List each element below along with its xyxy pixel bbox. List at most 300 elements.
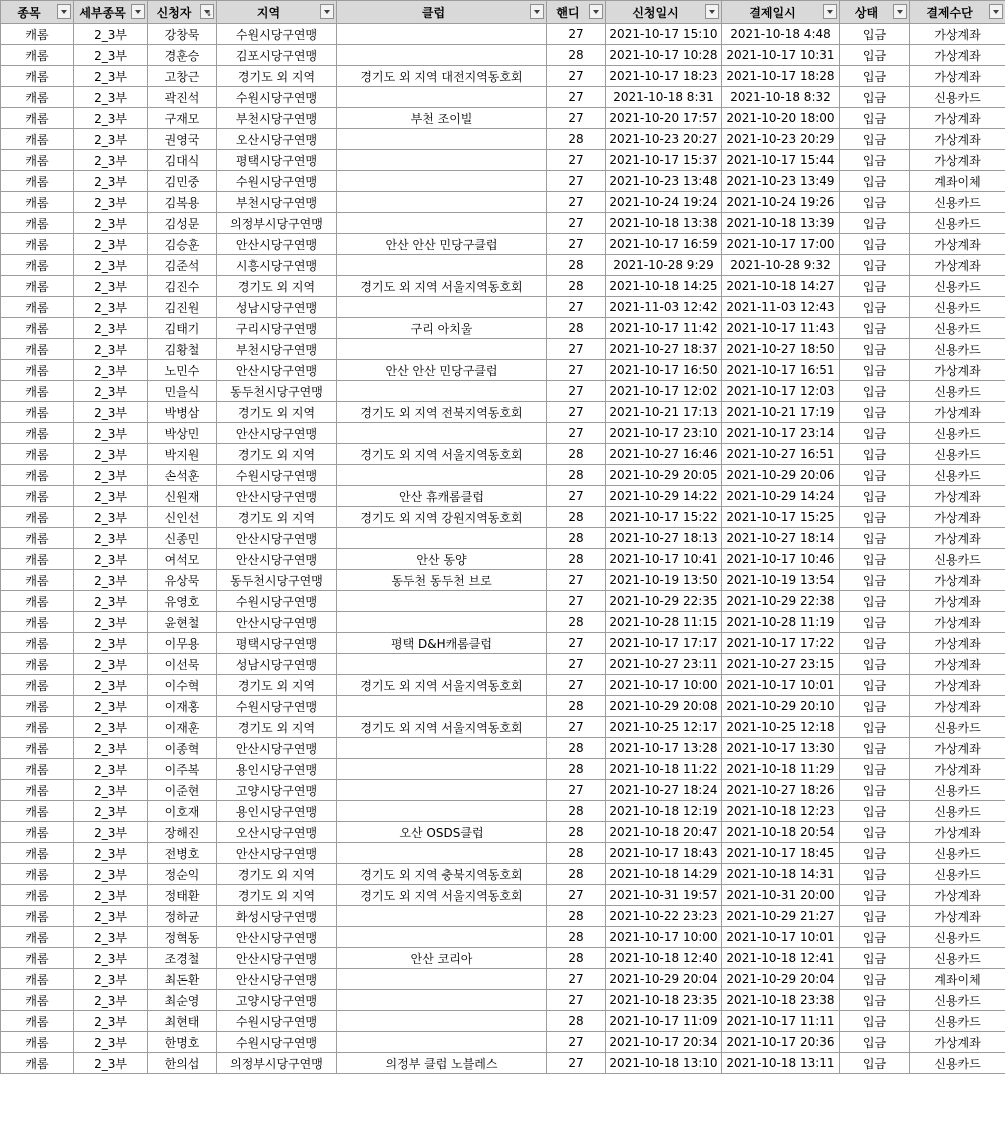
col-region-cell[interactable]: 안산시당구연맹 [217,486,337,507]
col-handicap-cell[interactable]: 27 [547,213,606,234]
col-handicap-cell[interactable]: 28 [547,45,606,66]
col-pay-time-cell[interactable]: 2021-10-27 18:50 [722,339,840,360]
col-sub-event-cell[interactable]: 2_3부 [74,885,148,906]
col-pay-time-cell[interactable]: 2021-10-17 13:30 [722,738,840,759]
col-applicant-cell[interactable]: 박병삼 [148,402,217,423]
col-club-cell[interactable]: 동두천 동두천 브로 [337,570,547,591]
col-sport-cell[interactable]: 캐롬 [1,675,74,696]
col-sub-event-cell[interactable]: 2_3부 [74,339,148,360]
col-applicant-cell[interactable]: 이호재 [148,801,217,822]
col-region-cell[interactable]: 안산시당구연맹 [217,738,337,759]
col-pay-method-cell[interactable]: 가상계좌 [910,486,1005,507]
col-region-cell[interactable]: 수원시당구연맹 [217,24,337,45]
col-club-cell[interactable] [337,696,547,717]
col-status-cell[interactable]: 입금 [840,234,910,255]
col-pay-method-cell[interactable]: 가상계좌 [910,255,1005,276]
col-handicap-cell[interactable]: 27 [547,633,606,654]
col-applicant-cell[interactable]: 권영국 [148,129,217,150]
col-sport-cell[interactable]: 캐롬 [1,822,74,843]
col-pay-method-cell[interactable]: 가상계좌 [910,633,1005,654]
col-pay-time-cell[interactable]: 2021-10-29 22:38 [722,591,840,612]
col-sub-event-cell[interactable]: 2_3부 [74,234,148,255]
col-club-cell[interactable]: 안산 코리아 [337,948,547,969]
col-applicant-cell[interactable]: 민을식 [148,381,217,402]
col-sub-event-cell[interactable]: 2_3부 [74,990,148,1011]
col-sport-cell[interactable]: 캐롬 [1,927,74,948]
filter-dropdown-icon[interactable] [705,4,719,19]
col-applicant-header[interactable] [148,1,217,24]
col-status-cell[interactable]: 입금 [840,213,910,234]
col-apply-time-cell[interactable]: 2021-10-18 11:22 [606,759,722,780]
col-pay-method-cell[interactable]: 신용카드 [910,276,1005,297]
col-club-cell[interactable] [337,465,547,486]
col-handicap-cell[interactable]: 28 [547,906,606,927]
col-apply-time-cell[interactable]: 2021-10-17 16:50 [606,360,722,381]
col-sport-cell[interactable]: 캐롬 [1,780,74,801]
col-region-cell[interactable]: 안산시당구연맹 [217,927,337,948]
col-status-cell[interactable]: 입금 [840,255,910,276]
col-applicant-cell[interactable]: 김진수 [148,276,217,297]
col-club-cell[interactable] [337,843,547,864]
col-sport-cell[interactable]: 캐롬 [1,339,74,360]
col-region-cell[interactable]: 수원시당구연맹 [217,171,337,192]
col-region-cell[interactable]: 경기도 외 지역 [217,717,337,738]
col-apply-time-cell[interactable]: 2021-10-23 20:27 [606,129,722,150]
col-sub-event-cell[interactable]: 2_3부 [74,45,148,66]
col-pay-method-cell[interactable]: 가상계좌 [910,906,1005,927]
col-pay-time-cell[interactable]: 2021-10-18 13:39 [722,213,840,234]
col-region-cell[interactable]: 의정부시당구연맹 [217,213,337,234]
col-applicant-cell[interactable]: 유영호 [148,591,217,612]
col-region-cell[interactable]: 수원시당구연맹 [217,87,337,108]
col-club-cell[interactable] [337,1011,547,1032]
col-apply-time-cell[interactable]: 2021-10-17 15:22 [606,507,722,528]
col-pay-method-cell[interactable]: 신용카드 [910,213,1005,234]
col-applicant-cell[interactable]: 곽진석 [148,87,217,108]
col-pay-time-cell[interactable]: 2021-10-25 12:18 [722,717,840,738]
col-applicant-cell[interactable]: 박지원 [148,444,217,465]
col-apply-time-cell[interactable]: 2021-10-17 10:28 [606,45,722,66]
col-status-cell[interactable]: 입금 [840,528,910,549]
col-apply-time-cell[interactable]: 2021-10-17 10:41 [606,549,722,570]
col-pay-time-cell[interactable]: 2021-10-27 18:26 [722,780,840,801]
col-status-cell[interactable]: 입금 [840,717,910,738]
col-apply-time-cell[interactable]: 2021-10-31 19:57 [606,885,722,906]
col-pay-method-cell[interactable]: 가상계좌 [910,402,1005,423]
col-region-cell[interactable]: 부천시당구연맹 [217,339,337,360]
col-sport-cell[interactable]: 캐롬 [1,885,74,906]
col-pay-method-cell[interactable]: 계좌이체 [910,969,1005,990]
col-sub-event-cell[interactable]: 2_3부 [74,570,148,591]
col-club-cell[interactable] [337,255,547,276]
col-status-cell[interactable]: 입금 [840,591,910,612]
col-apply-time-cell[interactable]: 2021-10-21 17:13 [606,402,722,423]
col-pay-method-cell[interactable]: 신용카드 [910,864,1005,885]
col-region-cell[interactable]: 경기도 외 지역 [217,276,337,297]
col-handicap-cell[interactable]: 27 [547,654,606,675]
col-handicap-cell[interactable]: 28 [547,1011,606,1032]
col-club-cell[interactable] [337,759,547,780]
col-region-cell[interactable]: 수원시당구연맹 [217,1011,337,1032]
col-apply-time-cell[interactable]: 2021-10-28 11:15 [606,612,722,633]
col-status-cell[interactable]: 입금 [840,465,910,486]
col-applicant-cell[interactable]: 여석모 [148,549,217,570]
col-pay-time-cell[interactable]: 2021-10-31 20:00 [722,885,840,906]
col-apply-time-cell[interactable]: 2021-10-24 19:24 [606,192,722,213]
col-handicap-cell[interactable]: 27 [547,24,606,45]
col-apply-time-cell[interactable]: 2021-10-18 14:25 [606,276,722,297]
col-pay-time-cell[interactable]: 2021-10-29 14:24 [722,486,840,507]
col-apply-time-cell[interactable]: 2021-10-22 23:23 [606,906,722,927]
col-handicap-cell[interactable]: 28 [547,444,606,465]
col-handicap-cell[interactable]: 27 [547,675,606,696]
col-sport-cell[interactable]: 캐롬 [1,402,74,423]
col-handicap-cell[interactable]: 27 [547,339,606,360]
col-apply-time-cell[interactable]: 2021-10-29 14:22 [606,486,722,507]
col-sport-cell[interactable]: 캐롬 [1,948,74,969]
col-pay-method-cell[interactable]: 신용카드 [910,423,1005,444]
col-sub-event-cell[interactable]: 2_3부 [74,465,148,486]
col-apply-time-cell[interactable]: 2021-10-17 23:10 [606,423,722,444]
col-applicant-cell[interactable]: 신종민 [148,528,217,549]
col-sport-cell[interactable]: 캐롬 [1,150,74,171]
col-status-cell[interactable]: 입금 [840,822,910,843]
col-sub-event-cell[interactable]: 2_3부 [74,381,148,402]
col-sport-cell[interactable]: 캐롬 [1,843,74,864]
col-pay-time-cell[interactable]: 2021-10-18 12:41 [722,948,840,969]
col-pay-time-cell[interactable]: 2021-10-27 16:51 [722,444,840,465]
col-pay-time-cell[interactable]: 2021-10-17 17:22 [722,633,840,654]
col-status-cell[interactable]: 입금 [840,759,910,780]
col-apply-time-cell[interactable]: 2021-10-18 13:38 [606,213,722,234]
col-pay-method-cell[interactable]: 가상계좌 [910,528,1005,549]
col-pay-time-cell[interactable]: 2021-10-17 15:44 [722,150,840,171]
col-pay-method-cell[interactable]: 가상계좌 [910,150,1005,171]
col-club-cell[interactable]: 경기도 외 지역 충북지역동호회 [337,864,547,885]
col-status-cell[interactable]: 입금 [840,654,910,675]
col-handicap-cell[interactable]: 27 [547,990,606,1011]
col-handicap-cell[interactable]: 27 [547,381,606,402]
col-apply-time-cell[interactable]: 2021-10-17 16:59 [606,234,722,255]
col-pay-method-cell[interactable]: 가상계좌 [910,1032,1005,1053]
col-region-cell[interactable]: 경기도 외 지역 [217,864,337,885]
col-club-cell[interactable] [337,192,547,213]
col-status-cell[interactable]: 입금 [840,402,910,423]
col-pay-time-cell[interactable]: 2021-10-20 18:00 [722,108,840,129]
col-status-cell[interactable]: 입금 [840,87,910,108]
col-region-cell[interactable]: 경기도 외 지역 [217,885,337,906]
col-handicap-cell[interactable]: 28 [547,465,606,486]
col-status-cell[interactable]: 입금 [840,1053,910,1074]
col-sport-cell[interactable]: 캐롬 [1,801,74,822]
col-pay-method-cell[interactable]: 신용카드 [910,948,1005,969]
filter-dropdown-icon[interactable] [530,4,544,19]
col-pay-time-cell[interactable]: 2021-10-18 14:27 [722,276,840,297]
col-apply-time-cell[interactable]: 2021-10-17 11:09 [606,1011,722,1032]
col-pay-time-cell[interactable]: 2021-10-18 14:31 [722,864,840,885]
col-sub-event-cell[interactable]: 2_3부 [74,906,148,927]
col-apply-time-cell[interactable]: 2021-11-03 12:42 [606,297,722,318]
col-club-cell[interactable]: 경기도 외 지역 서울지역동호회 [337,885,547,906]
col-pay-time-cell[interactable]: 2021-10-29 20:06 [722,465,840,486]
col-pay-time-cell[interactable]: 2021-10-18 23:38 [722,990,840,1011]
col-sport-cell[interactable]: 캐롬 [1,1011,74,1032]
col-sport-cell[interactable]: 캐롬 [1,570,74,591]
col-sub-event-cell[interactable]: 2_3부 [74,654,148,675]
col-pay-method-cell[interactable]: 가상계좌 [910,108,1005,129]
col-club-cell[interactable] [337,927,547,948]
col-handicap-cell[interactable]: 27 [547,297,606,318]
col-pay-method-cell[interactable]: 신용카드 [910,801,1005,822]
col-sub-event-cell[interactable]: 2_3부 [74,171,148,192]
col-apply-time-cell[interactable]: 2021-10-18 23:35 [606,990,722,1011]
col-apply-time-cell[interactable]: 2021-10-18 20:47 [606,822,722,843]
col-apply-time-cell[interactable]: 2021-10-18 8:31 [606,87,722,108]
col-pay-method-cell[interactable]: 신용카드 [910,465,1005,486]
col-sport-cell[interactable]: 캐롬 [1,612,74,633]
col-region-cell[interactable]: 의정부시당구연맹 [217,1053,337,1074]
col-status-cell[interactable]: 입금 [840,150,910,171]
col-pay-time-cell[interactable]: 2021-10-17 10:31 [722,45,840,66]
col-handicap-cell[interactable]: 28 [547,759,606,780]
col-pay-time-cell[interactable]: 2021-10-29 21:27 [722,906,840,927]
col-pay-method-cell[interactable]: 신용카드 [910,549,1005,570]
col-handicap-cell[interactable]: 28 [547,129,606,150]
col-status-cell[interactable]: 입금 [840,927,910,948]
col-sub-event-cell[interactable]: 2_3부 [74,192,148,213]
col-region-cell[interactable]: 안산시당구연맹 [217,360,337,381]
col-sport-cell[interactable]: 캐롬 [1,171,74,192]
col-handicap-cell[interactable]: 28 [547,822,606,843]
col-apply-time-cell[interactable]: 2021-10-27 18:24 [606,780,722,801]
col-sport-cell[interactable]: 캐롬 [1,234,74,255]
col-applicant-cell[interactable]: 구재모 [148,108,217,129]
col-apply-time-cell[interactable]: 2021-10-17 15:37 [606,150,722,171]
col-sub-event-cell[interactable]: 2_3부 [74,486,148,507]
col-pay-method-cell[interactable]: 가상계좌 [910,885,1005,906]
col-status-header[interactable] [840,1,910,24]
col-apply-time-cell[interactable]: 2021-10-29 20:08 [606,696,722,717]
col-region-cell[interactable]: 평택시당구연맹 [217,150,337,171]
col-pay-time-cell[interactable]: 2021-10-23 13:49 [722,171,840,192]
col-handicap-cell[interactable]: 28 [547,549,606,570]
col-status-cell[interactable]: 입금 [840,192,910,213]
col-region-cell[interactable]: 안산시당구연맹 [217,843,337,864]
col-pay-time-cell[interactable]: 2021-10-29 20:10 [722,696,840,717]
col-club-cell[interactable] [337,171,547,192]
col-sub-event-cell[interactable]: 2_3부 [74,423,148,444]
col-pay-time-cell[interactable]: 2021-10-17 20:36 [722,1032,840,1053]
col-region-cell[interactable]: 경기도 외 지역 [217,507,337,528]
col-pay-time-cell[interactable]: 2021-10-27 18:14 [722,528,840,549]
col-region-cell[interactable]: 안산시당구연맹 [217,948,337,969]
col-handicap-cell[interactable]: 27 [547,150,606,171]
col-sub-event-cell[interactable]: 2_3부 [74,591,148,612]
col-status-cell[interactable]: 입금 [840,24,910,45]
col-status-cell[interactable]: 입금 [840,171,910,192]
col-club-cell[interactable]: 경기도 외 지역 서울지역동호회 [337,717,547,738]
col-pay-time-cell[interactable]: 2021-10-17 12:03 [722,381,840,402]
filter-dropdown-icon[interactable] [57,4,71,19]
col-apply-time-cell[interactable]: 2021-10-27 18:13 [606,528,722,549]
col-applicant-cell[interactable]: 고창근 [148,66,217,87]
col-pay-time-cell[interactable]: 2021-10-27 23:15 [722,654,840,675]
filter-dropdown-icon[interactable] [320,4,334,19]
col-applicant-cell[interactable]: 강창묵 [148,24,217,45]
col-region-cell[interactable]: 안산시당구연맹 [217,423,337,444]
col-sub-event-cell[interactable]: 2_3부 [74,948,148,969]
col-status-cell[interactable]: 입금 [840,486,910,507]
col-apply-time-cell[interactable]: 2021-10-17 15:10 [606,24,722,45]
col-pay-method-header[interactable] [910,1,1005,24]
col-applicant-cell[interactable]: 김진원 [148,297,217,318]
col-club-cell[interactable] [337,990,547,1011]
col-sport-cell[interactable]: 캐롬 [1,654,74,675]
col-pay-method-cell[interactable]: 신용카드 [910,87,1005,108]
col-sub-event-cell[interactable]: 2_3부 [74,150,148,171]
col-pay-method-cell[interactable]: 가상계좌 [910,675,1005,696]
col-sub-event-cell[interactable]: 2_3부 [74,633,148,654]
col-pay-time-cell[interactable]: 2021-10-28 11:19 [722,612,840,633]
col-sport-cell[interactable]: 캐롬 [1,24,74,45]
col-handicap-cell[interactable]: 28 [547,843,606,864]
col-sub-event-cell[interactable]: 2_3부 [74,1011,148,1032]
filter-dropdown-icon[interactable] [589,4,603,19]
col-sport-cell[interactable]: 캐롬 [1,990,74,1011]
col-pay-time-cell[interactable]: 2021-10-18 20:54 [722,822,840,843]
col-sub-event-cell[interactable]: 2_3부 [74,612,148,633]
col-sport-cell[interactable]: 캐롬 [1,906,74,927]
col-sport-cell[interactable]: 캐롬 [1,360,74,381]
col-sub-event-cell[interactable]: 2_3부 [74,24,148,45]
col-pay-method-cell[interactable]: 가상계좌 [910,66,1005,87]
col-pay-method-cell[interactable]: 신용카드 [910,1011,1005,1032]
col-club-cell[interactable]: 안산 휴캐롬클럽 [337,486,547,507]
col-pay-time-cell[interactable]: 2021-10-17 23:14 [722,423,840,444]
col-region-cell[interactable]: 부천시당구연맹 [217,192,337,213]
col-applicant-cell[interactable]: 유상묵 [148,570,217,591]
col-applicant-cell[interactable]: 김황철 [148,339,217,360]
col-sport-cell[interactable]: 캐롬 [1,318,74,339]
col-status-cell[interactable]: 입금 [840,108,910,129]
col-pay-method-cell[interactable]: 가상계좌 [910,360,1005,381]
col-club-cell[interactable]: 경기도 외 지역 서울지역동호회 [337,675,547,696]
col-handicap-cell[interactable]: 28 [547,276,606,297]
col-applicant-cell[interactable]: 한명호 [148,1032,217,1053]
col-sport-cell[interactable]: 캐롬 [1,444,74,465]
col-applicant-cell[interactable]: 경훈승 [148,45,217,66]
col-pay-method-cell[interactable]: 가상계좌 [910,654,1005,675]
col-handicap-cell[interactable]: 27 [547,402,606,423]
col-region-cell[interactable]: 오산시당구연맹 [217,129,337,150]
col-handicap-cell[interactable]: 27 [547,171,606,192]
col-apply-time-cell[interactable]: 2021-10-17 12:02 [606,381,722,402]
col-region-cell[interactable]: 안산시당구연맹 [217,969,337,990]
col-sub-event-cell[interactable]: 2_3부 [74,87,148,108]
col-pay-method-cell[interactable]: 가상계좌 [910,570,1005,591]
col-sub-event-cell[interactable]: 2_3부 [74,780,148,801]
col-region-cell[interactable]: 동두천시당구연맹 [217,381,337,402]
col-club-cell[interactable] [337,654,547,675]
col-club-cell[interactable] [337,45,547,66]
filter-dropdown-icon[interactable] [823,4,837,19]
col-status-cell[interactable]: 입금 [840,570,910,591]
col-status-cell[interactable]: 입금 [840,276,910,297]
col-applicant-cell[interactable]: 최순영 [148,990,217,1011]
col-status-cell[interactable]: 입금 [840,696,910,717]
col-club-cell[interactable]: 평택 D&H캐롬클럽 [337,633,547,654]
col-status-cell[interactable]: 입금 [840,612,910,633]
col-handicap-cell[interactable]: 28 [547,696,606,717]
col-sub-event-cell[interactable]: 2_3부 [74,549,148,570]
col-region-cell[interactable]: 용인시당구연맹 [217,759,337,780]
col-region-cell[interactable]: 안산시당구연맹 [217,612,337,633]
col-applicant-cell[interactable]: 김태기 [148,318,217,339]
col-club-cell[interactable] [337,906,547,927]
col-sub-event-cell[interactable]: 2_3부 [74,444,148,465]
col-sub-event-cell[interactable]: 2_3부 [74,927,148,948]
col-pay-time-cell[interactable]: 2021-10-17 17:00 [722,234,840,255]
col-handicap-cell[interactable]: 28 [547,318,606,339]
col-sport-cell[interactable]: 캐롬 [1,486,74,507]
col-club-cell[interactable] [337,612,547,633]
col-club-cell[interactable] [337,150,547,171]
col-apply-time-cell[interactable]: 2021-10-28 9:29 [606,255,722,276]
col-apply-time-cell[interactable]: 2021-10-18 14:29 [606,864,722,885]
col-apply-time-cell[interactable]: 2021-10-27 18:37 [606,339,722,360]
col-apply-time-cell[interactable]: 2021-10-27 23:11 [606,654,722,675]
col-sport-cell[interactable]: 캐롬 [1,738,74,759]
col-applicant-cell[interactable]: 장해진 [148,822,217,843]
col-handicap-cell[interactable]: 28 [547,255,606,276]
col-handicap-cell[interactable]: 27 [547,486,606,507]
col-pay-time-cell[interactable]: 2021-10-17 10:46 [722,549,840,570]
col-sport-cell[interactable]: 캐롬 [1,1032,74,1053]
col-pay-method-cell[interactable]: 계좌이체 [910,171,1005,192]
col-handicap-cell[interactable]: 27 [547,885,606,906]
col-sub-event-cell[interactable]: 2_3부 [74,759,148,780]
col-pay-method-cell[interactable]: 가상계좌 [910,696,1005,717]
col-sport-cell[interactable]: 캐롬 [1,969,74,990]
col-region-cell[interactable]: 성남시당구연맹 [217,297,337,318]
col-sport-cell[interactable]: 캐롬 [1,696,74,717]
col-sport-cell[interactable]: 캐롬 [1,507,74,528]
col-region-cell[interactable]: 구리시당구연맹 [217,318,337,339]
col-apply-time-cell[interactable]: 2021-10-29 22:35 [606,591,722,612]
col-applicant-cell[interactable]: 손석훈 [148,465,217,486]
col-handicap-cell[interactable]: 28 [547,948,606,969]
col-region-cell[interactable]: 동두천시당구연맹 [217,570,337,591]
col-pay-method-cell[interactable]: 신용카드 [910,444,1005,465]
col-status-cell[interactable]: 입금 [840,1032,910,1053]
col-sub-event-cell[interactable]: 2_3부 [74,402,148,423]
col-apply-time-cell[interactable]: 2021-10-17 20:34 [606,1032,722,1053]
filter-dropdown-icon[interactable] [989,4,1003,19]
col-sport-cell[interactable]: 캐롬 [1,591,74,612]
col-apply-time-cell[interactable]: 2021-10-17 17:17 [606,633,722,654]
col-pay-method-cell[interactable]: 신용카드 [910,318,1005,339]
col-club-cell[interactable] [337,780,547,801]
col-applicant-cell[interactable]: 이재홍 [148,696,217,717]
col-handicap-cell[interactable]: 28 [547,801,606,822]
col-apply-time-cell[interactable]: 2021-10-17 18:43 [606,843,722,864]
col-applicant-cell[interactable]: 정하균 [148,906,217,927]
col-handicap-cell[interactable]: 27 [547,1053,606,1074]
col-applicant-cell[interactable]: 김대식 [148,150,217,171]
col-club-cell[interactable] [337,528,547,549]
col-sport-cell[interactable]: 캐롬 [1,192,74,213]
col-region-cell[interactable]: 안산시당구연맹 [217,549,337,570]
